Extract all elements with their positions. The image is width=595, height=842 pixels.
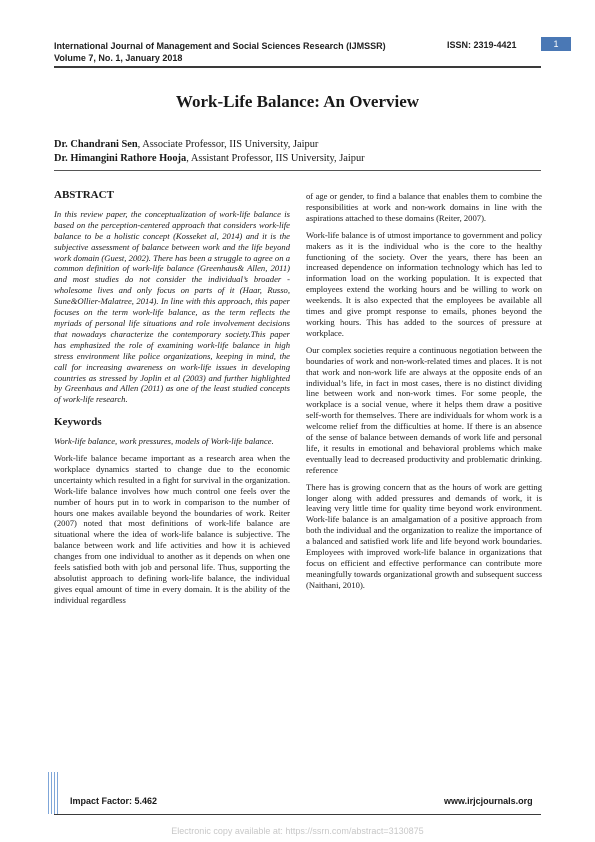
body-paragraph: Work-life balance is of utmost importance to government and policy makers as it is the individual who is the core to the healthy functioning of the society. Over the years, there has been an increased dependence on information technology which has led to information load on the working population. It is expected that employees extend the working hours and be willing to work on weekends. It is also expected that the employees be available all times and give prompt response to emails, phones beyond the working hours. This has added to the sources of pressure at workplace. — [306, 229, 542, 338]
author-2 — [54, 152, 365, 166]
abstract-text: In this review paper, the conceptualization of work-life balance is based on the perception-centered approach that considers work-life balance to be a holistic concept (Kosseket al, 2014) and it is the subjective assessment of balance between work and the life beyond work domain (Guest, 2002). There has been a struggle to agree on a common definition of work-life balance (Greenhaus& Allen, 2011) and most studies do not consider the individual’s broader - wholesome lives and only focus on parts of it (Haar, Russo, Sune&Ollier-Malatree, 2014). In line with this approach, this paper focuses on the term work-life balance, as the term reflects the myriads of personal life situations and role involvement decisions that nowadays characterize the contemporary society.This paper has emphasized the role of examining work-life balance in high stress environment like police organizations, keeping in mind, the call for increasing awareness on work-life issues in developing countries as stressed by Joplin et al (2003) and further highlighted by Greenhaus and Allen (2011) as one of the least studied concepts of work-life research. — [54, 208, 290, 405]
journal-name: International Journal of Management and Social Sciences Research (IJMSSR) — [54, 41, 386, 51]
ssrn-watermark: Electronic copy available at: https://ssrn.com/abstract=3130875 — [171, 826, 424, 836]
keywords-text: Work-life balance, work pressures, models of Work-life balance. — [54, 436, 274, 447]
right-column — [306, 191, 542, 597]
author-1-name: Dr. Chandrani Sen — [54, 139, 138, 150]
impact-factor: Impact Factor: 5.462 — [70, 796, 158, 806]
header-divider — [54, 66, 541, 68]
page-number-badge: 1 — [541, 37, 571, 51]
author-divider — [54, 170, 541, 171]
abstract-heading: ABSTRACT — [54, 189, 114, 201]
author-1-affiliation: , Associate Professor, IIS University, Jaipur — [137, 139, 319, 150]
keywords-heading: Keywords — [54, 416, 102, 429]
issn: ISSN: 2319-4421 — [447, 40, 517, 50]
body-paragraph: Work-life balance became important as a research area when the workplace dynamics started to change due to the economic uncertainty which resulted in a fight for survival in the organization. Work-life balance involves how much control one feels over the number of hours put in to work in comparison to the number of hours one makes available beyond the boundaries of work. Reiter (2007) noted that most definitions of work-life balance are situational where the idea of work-life balance is subjective. The balance between work and life activities and how it is achieved changes from one individual to another as it depends on when one feels satisfied both with job and personal life. Thus, supporting the absolutist approach to defining work-life balance, the individual gives equal amount of time in every domain. It is the ability of the individual regardless — [54, 453, 290, 605]
author-list — [54, 138, 365, 165]
author-2-affiliation: , Assistant Professor, IIS University, Jaipur — [186, 152, 365, 164]
author-1 — [54, 138, 365, 152]
body-paragraph: Our complex societies require a continuous negotiation between the boundaries of work and non-work-related times and places. It is not that work and non-work life are always at the opposite ends of an individual’s life, in fact in most cases, there is no distinct dividing line between work and non-work times. For some people, the workplace is a social venue, where it helps them draw a positive self-worth for themselves. There are individuals for whom work is a welcome relief from the difficulties at home. If there is an absence of the sense of balance between demands of work life and personal life, it results in emotional and behavioral problems which make eventually lead to decreased productivity and problematic drinking. reference — [306, 344, 542, 475]
journal-website[interactable]: www.irjcjournals.org — [444, 796, 533, 806]
journal-header — [54, 40, 386, 64]
journal-volume: Volume 7, No. 1, January 2018 — [54, 53, 183, 63]
paper-title: Work-Life Balance: An Overview — [175, 92, 420, 111]
footer-divider — [54, 814, 541, 815]
body-paragraph: of age or gender, to find a balance that enables them to combine the responsibilities at work and non-work domains in line with the aspirations attached to these domains (Reiter, 2007). — [306, 191, 542, 223]
left-column — [54, 190, 290, 612]
author-2-name: Dr. Himangini Rathore Hooja — [54, 152, 187, 164]
body-paragraph: There has is growing concern that as the hours of work are getting longer along with added pressures and demands of work, it is leaving very little time for quality time beyond work environment. Work-life balance is an amalgamation of a positive approach from both the individual and the organization to realize the importance of a balanced and satisfied work life and life beyond work boundaries. Employees with improved work-life balance in organizations that focus on efficient and effective performance can contribute more meaningfully towards organizational growth and subsequent success (Naithani, 2010). — [306, 481, 542, 590]
